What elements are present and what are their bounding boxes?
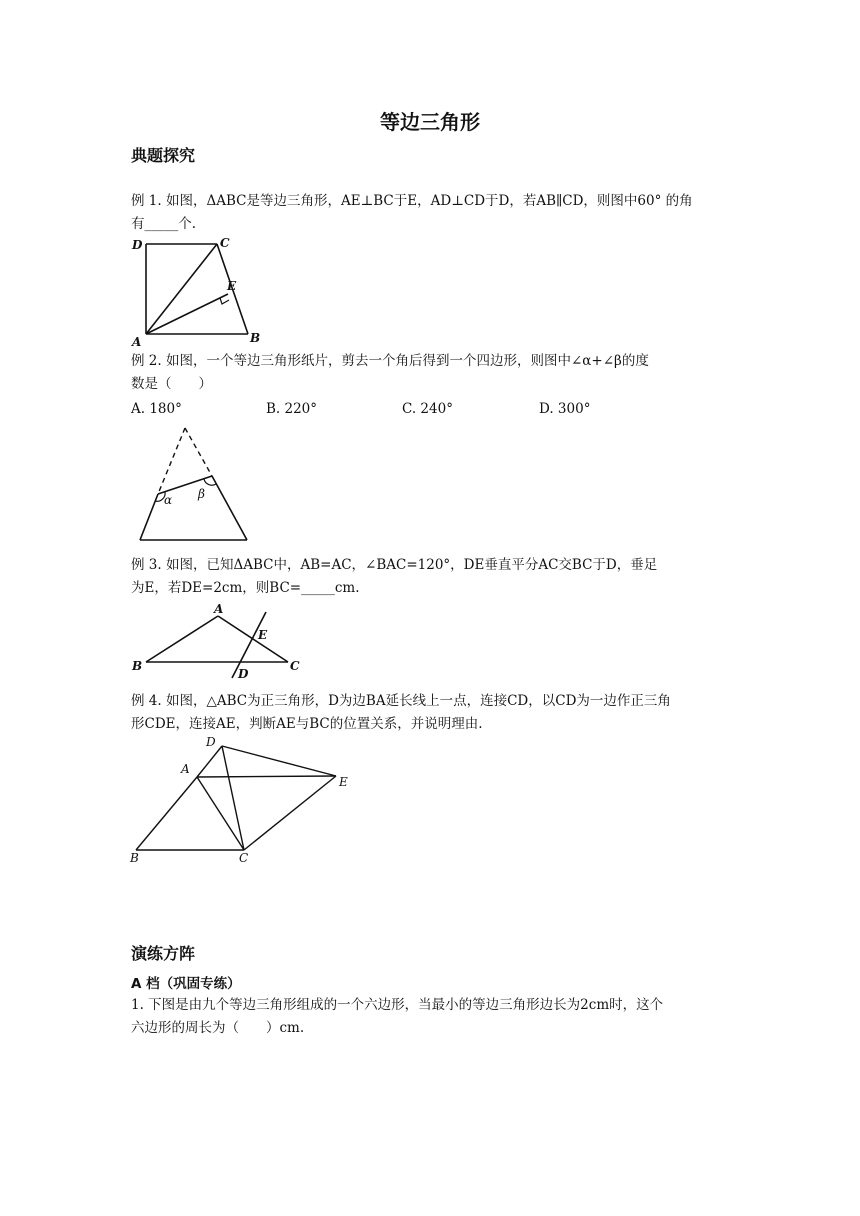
- point-label-a: A: [132, 335, 142, 348]
- example-1-text-line2: 有_____个.: [131, 216, 197, 232]
- option-c: C. 240°: [402, 401, 453, 417]
- example-2-text-line1: 例 2. 如图，一个等边三角形纸片，剪去一个角后得到一个四边形，则图中∠α+∠β的度: [131, 353, 649, 369]
- point-label-c: C: [239, 851, 249, 865]
- point-label-d: D: [206, 735, 216, 749]
- point-label-b: B: [132, 659, 143, 673]
- point-label-d: D: [132, 238, 143, 252]
- question-1-text-line2: 六边形的周长为（ ）cm.: [131, 1020, 305, 1036]
- point-label-a: A: [214, 602, 224, 616]
- angle-label-alpha: α: [164, 493, 173, 507]
- section-heading-examples: 典题探究: [131, 146, 196, 165]
- example-2-text-line2: 数是（ ）: [131, 376, 212, 392]
- question-1-text-line1: 1. 下图是由九个等边三角形组成的一个六边形，当最小的等边三角形边长为2cm时，这个: [131, 997, 664, 1013]
- example-4-text-line2: 形CDE，连接AE，判断AE与BC的位置关系，并说明理由.: [131, 716, 483, 732]
- point-label-b: B: [250, 331, 261, 345]
- example-4-figure: [126, 732, 356, 868]
- point-label-c: C: [290, 659, 300, 673]
- section-heading-practice: 演练方阵: [131, 944, 196, 963]
- point-label-d: D: [238, 667, 249, 680]
- example-1-text-line1: 例 1. 如图，ΔABC是等边三角形，AE⊥BC于E，AD⊥CD于D，若AB∥CD，则图中60° 的角: [131, 193, 693, 209]
- example-3-figure: [128, 602, 308, 680]
- point-label-e: E: [258, 628, 268, 642]
- point-label-e: E: [227, 279, 237, 293]
- example-3-text-line2: 为E，若DE=2cm，则BC=_____cm.: [131, 580, 360, 596]
- point-label-e: E: [339, 775, 348, 789]
- option-d: D. 300°: [539, 401, 591, 417]
- example-1-figure: [128, 236, 268, 348]
- angle-label-beta: β: [198, 487, 205, 501]
- example-2-figure: [134, 422, 254, 546]
- point-label-b: B: [130, 851, 139, 865]
- example-4-text-line1: 例 4. 如图，△ABC为正三角形，D为边BA延长线上一点，连接CD，以CD为一边作正三角: [131, 693, 671, 709]
- example-3-text-line1: 例 3. 如图，已知ΔABC中，AB=AC，∠BAC=120°，DE垂直平分AC交BC于D，垂足: [131, 557, 658, 573]
- option-a: A. 180°: [131, 401, 182, 417]
- page-title: 等边三角形: [380, 110, 480, 134]
- option-b: B. 220°: [266, 401, 318, 417]
- point-label-c: C: [220, 236, 230, 250]
- level-heading: A 档（巩固专练）: [131, 976, 241, 992]
- point-label-a: A: [181, 762, 190, 776]
